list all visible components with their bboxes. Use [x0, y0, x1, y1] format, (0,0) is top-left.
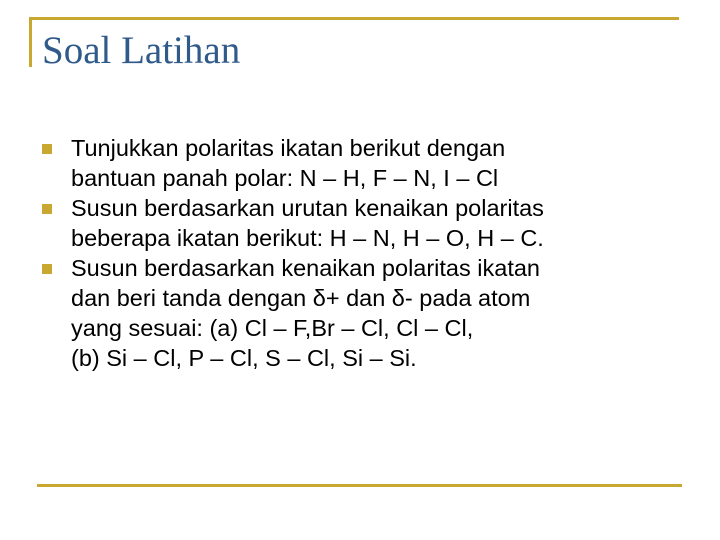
- bullet-item-2: [42, 193, 692, 253]
- bullet-line: Susun berdasarkan urutan kenaikan polaritas: [71, 195, 544, 221]
- frame-left-rule: [29, 17, 32, 67]
- square-bullet-icon: [42, 144, 52, 154]
- bullet-line: yang sesuai: (a) Cl – F,Br – Cl, Cl – Cl,: [71, 315, 474, 341]
- bullet-item-3: [42, 253, 692, 373]
- bullet-line: dan beri tanda dengan δ+ dan δ- pada atom: [71, 285, 531, 311]
- bullet-line: beberapa ikatan berikut: H – N, H – O, H – C.: [71, 225, 544, 251]
- square-bullet-icon: [42, 264, 52, 274]
- slide-title: Soal Latihan: [42, 29, 241, 72]
- bullet-line: bantuan panah polar: N – H, F – N, I – Cl: [71, 165, 499, 191]
- frame-bottom-rule: [37, 484, 682, 487]
- bullet-line: Susun berdasarkan kenaikan polaritas ikatan: [71, 255, 540, 281]
- bullet-line: (b) Si – Cl, P – Cl, S – Cl, Si – Si.: [71, 345, 417, 371]
- bullet-item-1: [42, 133, 692, 193]
- frame-top-rule: [29, 17, 679, 20]
- bullet-line: Tunjukkan polaritas ikatan berikut dengan: [71, 135, 506, 161]
- square-bullet-icon: [42, 204, 52, 214]
- bullet-list: [42, 133, 692, 373]
